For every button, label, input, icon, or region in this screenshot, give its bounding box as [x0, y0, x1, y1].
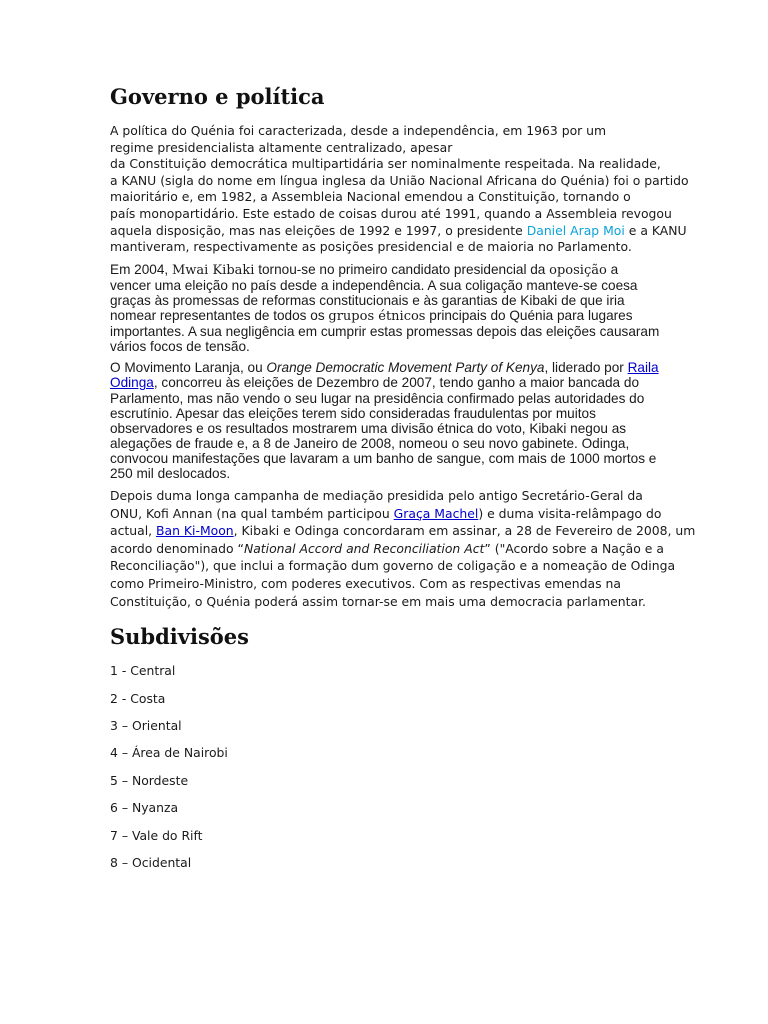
link-raila-odinga[interactable]: Raila Odinga	[110, 360, 659, 391]
link-graca-machel[interactable]: Graça Machel	[393, 505, 479, 521]
paragraph-politica-intro	[110, 123, 689, 256]
text-line	[110, 522, 696, 540]
list-item: 2 - Costa	[110, 690, 166, 706]
text-segment: acordo denominado “	[110, 540, 244, 556]
text-segment: tornou-se no primeiro candidato presidencial da	[254, 261, 550, 277]
link-ban-ki-moon[interactable]: Ban Ki-Moon	[156, 523, 234, 539]
list-item: 3 – Oriental	[110, 718, 182, 733]
text-line: Depois duma longa campanha de mediação presidida pelo antigo Secretário-Geral da	[110, 488, 643, 504]
text-line: maioritário e, em 1982, a Assembleia Nacional emendou a Constituição, tornando o	[110, 189, 631, 205]
text-segment: ” ("Acordo sobre a Nação e a	[484, 540, 664, 556]
link-daniel-arap-moi[interactable]: Daniel Arap Moi	[526, 222, 625, 238]
list-item: 8 – Ocidental	[110, 854, 192, 870]
paragraph-mediacao	[110, 487, 696, 610]
subdivisions-list	[110, 663, 660, 882]
paragraph-movimento-laranja	[110, 360, 660, 481]
text-segment: , liderado por	[544, 360, 628, 376]
text-line: mantiveram, respectivamente as posições presidencial e de maioria no Parlamento.	[110, 239, 632, 255]
text-segment: e a KANU	[624, 222, 687, 238]
list-item: 5 – Nordeste	[110, 772, 189, 788]
list-item: 1 - Central	[110, 663, 176, 679]
text-segment: ) e duma visita-relâmpago do	[478, 505, 662, 521]
list-item: 6 – Nyanza	[110, 800, 179, 816]
text-mwai-kibaki: Mwai Kibaki	[171, 262, 255, 278]
text-segment: O Movimento Laranja, ou	[110, 360, 267, 376]
text-line	[110, 505, 660, 523]
text-line: da Constituição democrática multipartidária ser nominalmente respeitada. Na realidade,	[110, 156, 661, 172]
text-line: a KANU (sigla do nome em língua inglesa da União Nacional Africana do Quénia) foi o partido	[110, 172, 689, 188]
text-segment: Em 2004,	[110, 261, 172, 277]
list-item: 4 – Área de Nairobi	[110, 745, 228, 761]
text-accord-name: National Accord and Reconciliation Act	[243, 540, 485, 556]
text-segment: actual,	[110, 523, 157, 539]
text-segment: a vencer uma eleição no país desde a independência. A sua coligação manteve-se coesa graças às promessas de reformas constitucionais e às garantias de Kibaki de que iria nomear representantes de todos os	[110, 261, 638, 324]
text-segment: aquela disposição, mas nas eleições de 1992 e 1997, o presidente	[110, 222, 527, 238]
text-line: Constituição, o Quénia poderá assim tornar-se em mais uma democracia parlamentar.	[110, 593, 646, 609]
text-line: regime presidencialista altamente centralizado, apesar	[110, 139, 453, 155]
document-page	[110, 84, 696, 882]
text-party-name: Orange Democratic Movement Party of Kenya	[266, 360, 545, 376]
text-line: A política do Quénia foi caracterizada, desde a independência, em 1963 por um	[110, 123, 607, 138]
text-segment: ONU, Kofi Annan (na qual também participou	[110, 505, 394, 521]
text-line	[110, 222, 687, 240]
text-segment: , Kibaki e Odinga concordaram em assinar, a 28 de Fevereiro de 2008, um	[233, 523, 696, 539]
paragraph-kibaki-2004	[110, 262, 660, 355]
text-line: país monopartidário. Este estado de coisas durou até 1991, quando a Assembleia revogou	[110, 205, 672, 221]
text-line: Reconciliação"), que inclui a formação dum governo de coligação e a nomeação de Odinga	[110, 558, 676, 574]
text-segment: principais do Quénia para lugares importantes. A sua negligência em cumprir estas promessas depois das eleições causaram vários focos de tensão.	[110, 308, 660, 355]
text-line: como Primeiro-Ministro, com poderes executivos. Com as respectivas emendas na	[110, 576, 621, 592]
heading-subdivisoes: Subdivisões	[110, 624, 249, 650]
list-item: 7 – Vale do Rift	[110, 827, 203, 843]
text-line	[110, 540, 664, 558]
heading-governo-e-politica: Governo e política	[110, 84, 325, 109]
text-segment: , concorreu às eleições de Dezembro de 2007, tendo ganho a maior bancada do Parlamento, mas não vendo o seu lugar na presidência confirmado pelas autoridades do escrutínio. Apesar das eleições terem sido consideradas fraudulentas por muitos observadores e os resultados mostrarem uma divisão étnica do voto, Kibaki negou as alegações de fraude e, a 8 de Janeiro de 2008, nomeou o seu novo gabinete. Odinga, convocou manifestações que lavaram a um banho de sangue, com mais de 1000 mortos e 250 mil deslocados.	[110, 375, 657, 481]
text-oposicao: oposição	[549, 262, 607, 278]
text-grupos-etnicos: grupos étnicos	[328, 309, 426, 325]
